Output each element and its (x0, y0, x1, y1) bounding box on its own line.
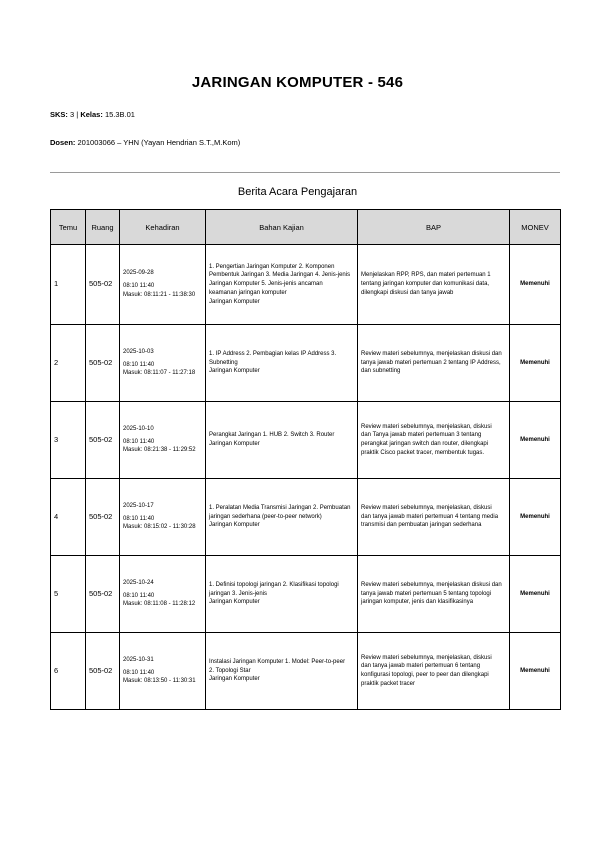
table-row (51, 325, 561, 402)
attendance-masuk: Masuk: 08:11:21 - 11:38:30 (123, 291, 196, 298)
cell-temu: 2 (51, 325, 86, 402)
attendance-date: 2025-10-10 (123, 425, 154, 432)
bahan-kajian-course: Jaringan Komputer (209, 599, 260, 606)
cell-temu: 3 (51, 402, 86, 479)
cell-bap: Review materi sebelumnya, menjelaskan, diskusi dan Tanya jawab materi pertemuan 3 tentang perangkat jaringan switch dan router, dilengkapi praktik Cisco packet tracer, membentuk tugas. (358, 402, 510, 479)
cell-ruang: 505-02 (86, 325, 120, 402)
bahan-kajian-text: Perangkat Jaringan 1. HUB 2. Switch 3. Router (209, 432, 335, 439)
cell-bap: Menjelaskan RPP, RPS, dan materi pertemuan 1 tentang jaringan komputer dan komunikasi data, dilengkapi diskusi dan tanya jawab (358, 245, 510, 325)
col-header-bap: BAP (358, 210, 510, 245)
table-row (51, 245, 561, 325)
divider (50, 172, 560, 173)
bap-table (50, 209, 561, 710)
cell-bahan-kajian (206, 633, 358, 710)
attendance-time: 08:10 11:40 (123, 283, 155, 290)
bahan-kajian-text: 1. Peralatan Media Transmisi Jaringan 2. Pembuatan jaringan sederhana (peer-to-peer network) (209, 504, 351, 520)
sks-label: SKS: (50, 110, 68, 119)
attendance-time: 08:10 11:40 (123, 515, 155, 522)
page-title: JARINGAN KOMPUTER - 546 (191, 74, 404, 91)
col-header-bahan-kajian: Bahan Kajian (206, 210, 358, 245)
attendance-time: 08:10 11:40 (123, 438, 155, 445)
section-title: Berita Acara Pengajaran (237, 186, 358, 198)
cell-ruang: 505-02 (86, 245, 120, 325)
cell-bahan-kajian (206, 245, 358, 325)
course-meta (50, 110, 135, 119)
cell-bap: Review materi sebelumnya, menjelaskan diskusi dan tanya jawab materi pertemuan 2 tentang IP Address, dan subnetting (358, 325, 510, 402)
cell-bap: Review materi sebelumnya, menjelaskan, diskusi dan tanya jawab materi pertemuan 6 tentang konfigurasi topologi, peer to peer dan dilengkapi praktik packet tracer (358, 633, 510, 710)
attendance-time: 08:10 11:40 (123, 592, 155, 599)
attendance-masuk: Masuk: 08:13:50 - 11:30:31 (123, 678, 196, 685)
cell-bahan-kajian (206, 325, 358, 402)
meta-separator: | (76, 110, 79, 119)
cell-ruang: 505-02 (86, 633, 120, 710)
sks-value: 3 (70, 110, 75, 119)
bahan-kajian-text: Instalasi Jaringan Komputer 1. Model: Peer-to-peer 2. Topologi Star (209, 658, 346, 674)
table-row (51, 479, 561, 556)
attendance-date: 2025-10-31 (123, 656, 154, 663)
attendance-date: 2025-09-28 (123, 270, 154, 277)
attendance-masuk: Masuk: 08:15:02 - 11:30:28 (123, 524, 196, 531)
table-row (51, 556, 561, 633)
cell-ruang: 505-02 (86, 556, 120, 633)
bahan-kajian-course: Jaringan Komputer (209, 676, 260, 683)
kelas-label: Kelas: (80, 110, 103, 119)
bahan-kajian-text: 1. Pengertian Jaringan Komputer 2. Komponen Pembentuk Jaringan 3. Media Jaringan 4. Jenis-jenis Jaringan Komputer 5. Jenis-jenis ancaman keamanan jaringan komputer (209, 263, 351, 296)
table-row (51, 633, 561, 710)
lecturer-meta (50, 138, 240, 147)
cell-monev: Memenuhi (510, 479, 561, 556)
kelas-value: 15.3B.01 (104, 110, 135, 119)
bahan-kajian-course: Jaringan Komputer (209, 441, 260, 447)
cell-kehadiran (120, 479, 206, 556)
attendance-masuk: Masuk: 08:11:08 - 11:28:12 (123, 601, 196, 608)
attendance-masuk: Masuk: 08:21:38 - 11:29:52 (123, 447, 196, 454)
bahan-kajian-course: Jaringan Komputer (209, 522, 260, 529)
cell-kehadiran (120, 245, 206, 325)
col-header-kehadiran: Kehadiran (120, 210, 206, 245)
col-header-ruang: Ruang (86, 210, 120, 245)
attendance-masuk: Masuk: 08:11:07 - 11:27:18 (123, 370, 196, 377)
cell-bahan-kajian (206, 556, 358, 633)
cell-kehadiran (120, 402, 206, 479)
cell-bap: Review materi sebelumnya, menjelaskan diskusi dan tanya jawab materi pertemuan 5 tentang topologi jaringan komputer, jenis dan klasifikasinya (358, 556, 510, 633)
cell-monev: Memenuhi (510, 325, 561, 402)
cell-kehadiran (120, 556, 206, 633)
cell-monev: Memenuhi (510, 245, 561, 325)
cell-ruang: 505-02 (86, 479, 120, 556)
cell-bahan-kajian (206, 402, 358, 479)
bahan-kajian-text: 1. IP Address 2. Pembagian kelas IP Address 3. Subnetting (209, 350, 337, 366)
bahan-kajian-course: Jaringan Komputer (209, 368, 260, 375)
attendance-date: 2025-10-17 (123, 502, 154, 509)
attendance-date: 2025-10-24 (123, 579, 154, 586)
cell-kehadiran (120, 325, 206, 402)
cell-monev: Memenuhi (510, 556, 561, 633)
bahan-kajian-course: Jaringan Komputer (209, 298, 260, 305)
cell-kehadiran (120, 633, 206, 710)
attendance-date: 2025-10-03 (123, 348, 154, 355)
table-row (51, 402, 561, 479)
cell-temu: 1 (51, 245, 86, 325)
cell-temu: 6 (51, 633, 86, 710)
attendance-time: 08:10 11:40 (123, 361, 155, 368)
bahan-kajian-text: 1. Definisi topologi jaringan 2. Klasifikasi topologi jaringan 3. Jenis-jenis (209, 581, 339, 597)
attendance-time: 08:10 11:40 (123, 669, 155, 676)
col-header-temu: Temu (51, 210, 86, 245)
cell-bahan-kajian (206, 479, 358, 556)
dosen-value: 201003066 – YHN (Yayan Hendrian S.T.,M.Kom) (77, 138, 241, 147)
cell-ruang: 505-02 (86, 402, 120, 479)
cell-monev: Memenuhi (510, 402, 561, 479)
cell-bap: Review materi sebelumnya, menjelaskan, diskusi dan tanya jawab materi pertemuan 4 tentang media transmisi dan pembuatan jaringan sederhana (358, 479, 510, 556)
table-header-row (51, 210, 561, 245)
dosen-label: Dosen: (50, 138, 76, 147)
cell-temu: 5 (51, 556, 86, 633)
cell-monev: Memenuhi (510, 633, 561, 710)
col-header-monev: MONEV (510, 210, 561, 245)
cell-temu: 4 (51, 479, 86, 556)
